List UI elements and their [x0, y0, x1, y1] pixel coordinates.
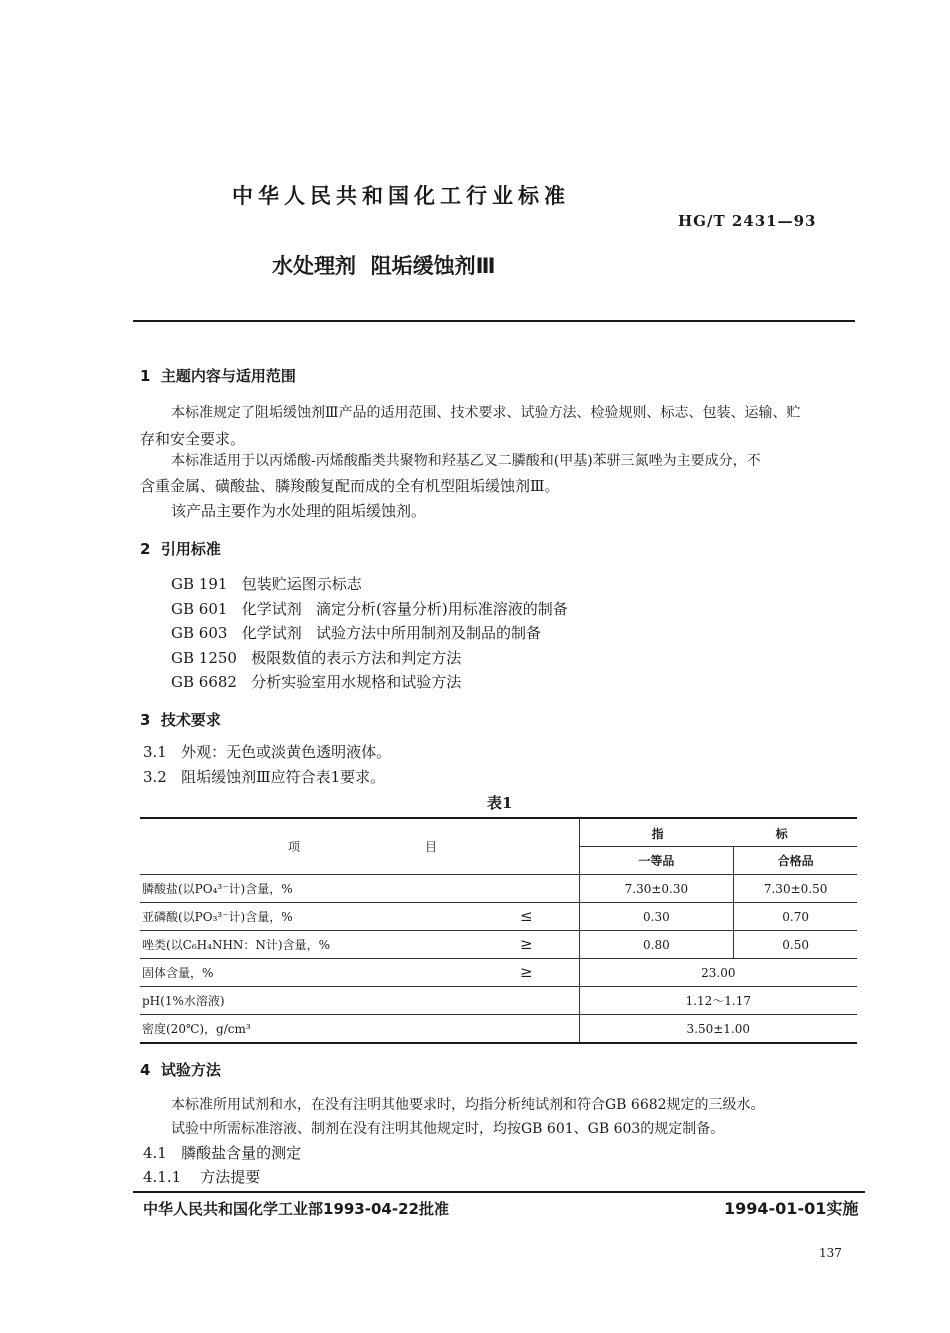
doc-title: 水处理剂 阻垢缓蚀剂Ⅲ — [272, 254, 496, 278]
footer-divider — [133, 1191, 865, 1193]
approval-line: 中华人民共和国化学工业部1993-04-22批准 — [143, 1200, 449, 1218]
section-2-heading: 2 引用标准 — [140, 540, 221, 558]
header-index-label: 指 — [651, 827, 664, 841]
table-row — [140, 1015, 857, 1044]
table-header-row — [140, 818, 857, 847]
row-grade2-value: 0.50 — [734, 931, 857, 959]
table-row — [140, 931, 857, 959]
header-index-label-2: 标 — [775, 827, 788, 841]
section-4-heading: 4 试验方法 — [140, 1061, 221, 1079]
header-grade2: 合格品 — [734, 847, 857, 875]
section-3-item-2: 3.2 阻垢缓蚀剂Ⅲ应符合表1要求。 — [143, 768, 386, 786]
page-number: 137 — [819, 1246, 842, 1260]
table-row — [140, 875, 857, 903]
row-grade1-value: 0.30 — [579, 903, 734, 931]
row-comparator: ≥ — [520, 963, 533, 981]
ref-item: GB 601 化学试剂 滴定分析(容量分析)用标准溶液的制备 — [171, 600, 568, 618]
section-1-para1-line1: 本标准规定了阻垢缓蚀剂Ⅲ产品的适用范围、技术要求、试验方法、检验规则、标志、包装、运输、贮 — [171, 405, 801, 421]
row-item-cell — [140, 959, 579, 987]
row-item-cell — [140, 1015, 579, 1044]
row-item-cell — [140, 903, 579, 931]
row-merged-value: 3.50±1.00 — [579, 1015, 857, 1044]
row-item-label: pH(1%水溶液) — [142, 994, 225, 1008]
ref-item: GB 1250 极限数值的表示方法和判定方法 — [171, 649, 462, 667]
header-item-label: 项 — [288, 840, 301, 854]
section-4-sub-1: 4.1 膦酸盐含量的测定 — [143, 1144, 302, 1162]
row-merged-value: 1.12～1.17 — [579, 987, 857, 1015]
row-item-cell — [140, 875, 579, 903]
section-1-para1-line2: 存和安全要求。 — [140, 430, 246, 448]
table-caption: 表1 — [487, 794, 513, 812]
row-comparator: ≥ — [520, 935, 533, 953]
row-item-label: 膦酸盐(以PO₄³⁻计)含量，% — [142, 882, 293, 896]
row-item-cell — [140, 931, 579, 959]
row-grade2-value: 7.30±0.50 — [734, 875, 857, 903]
ref-item: GB 6682 分析实验室用水规格和试验方法 — [171, 673, 462, 691]
header-index-cell — [579, 818, 857, 847]
section-4-sub-2: 4.1.1 方法提要 — [143, 1168, 261, 1186]
table-row — [140, 987, 857, 1015]
section-1-para2-line1: 本标准适用于以丙烯酸-丙烯酸酯类共聚物和羟基乙叉二膦酸和(甲基)苯骈三氮唑为主要成分，不 — [171, 453, 761, 469]
ref-item: GB 191 包装贮运图示标志 — [171, 575, 362, 593]
header-item-cell — [140, 818, 579, 875]
row-item-label: 固体含量，% — [142, 966, 214, 980]
section-1-para3: 该产品主要作为水处理的阻垢缓蚀剂。 — [171, 502, 427, 520]
row-grade2-value: 0.70 — [734, 903, 857, 931]
row-item-label: 亚磷酸(以PO₃³⁻计)含量，% — [142, 910, 293, 924]
header-item-label-2: 目 — [425, 840, 438, 854]
row-merged-value: 23.00 — [579, 959, 857, 987]
section-4-para2: 试验中所需标准溶液、制剂在没有注明其他规定时，均按GB 601、GB 603的规定制备。 — [171, 1121, 725, 1137]
std-number: HG/T 2431—93 — [678, 212, 817, 230]
section-1-heading: 1 主题内容与适用范围 — [140, 367, 296, 385]
spec-table — [140, 817, 857, 1044]
table-row — [140, 903, 857, 931]
row-comparator: ≤ — [520, 907, 533, 925]
org-title: 中华人民共和国化工行业标准 — [232, 184, 570, 208]
effective-date: 1994-01-01实施 — [724, 1199, 859, 1218]
row-grade1-value: 7.30±0.30 — [579, 875, 734, 903]
table-row — [140, 959, 857, 987]
ref-item: GB 603 化学试剂 试验方法中所用制剂及制品的制备 — [171, 624, 542, 642]
section-1-para2-line2: 含重金属、磺酸盐、膦羧酸复配而成的全有机型阻垢缓蚀剂Ⅲ。 — [140, 477, 560, 495]
header-divider — [133, 320, 855, 322]
header-grade1: 一等品 — [579, 847, 734, 875]
section-4-para1: 本标准所用试剂和水，在没有注明其他要求时，均指分析纯试剂和符合GB 6682规定的三级水。 — [171, 1097, 765, 1113]
section-3-heading: 3 技术要求 — [140, 711, 221, 729]
row-item-cell — [140, 987, 579, 1015]
row-item-label: 密度(20℃)，g/cm³ — [142, 1022, 251, 1036]
row-item-label: 唑类(以C₆H₄NHN：N计)含量，% — [142, 938, 330, 952]
row-grade1-value: 0.80 — [579, 931, 734, 959]
section-3-item-1: 3.1 外观：无色或淡黄色透明液体。 — [143, 743, 392, 761]
